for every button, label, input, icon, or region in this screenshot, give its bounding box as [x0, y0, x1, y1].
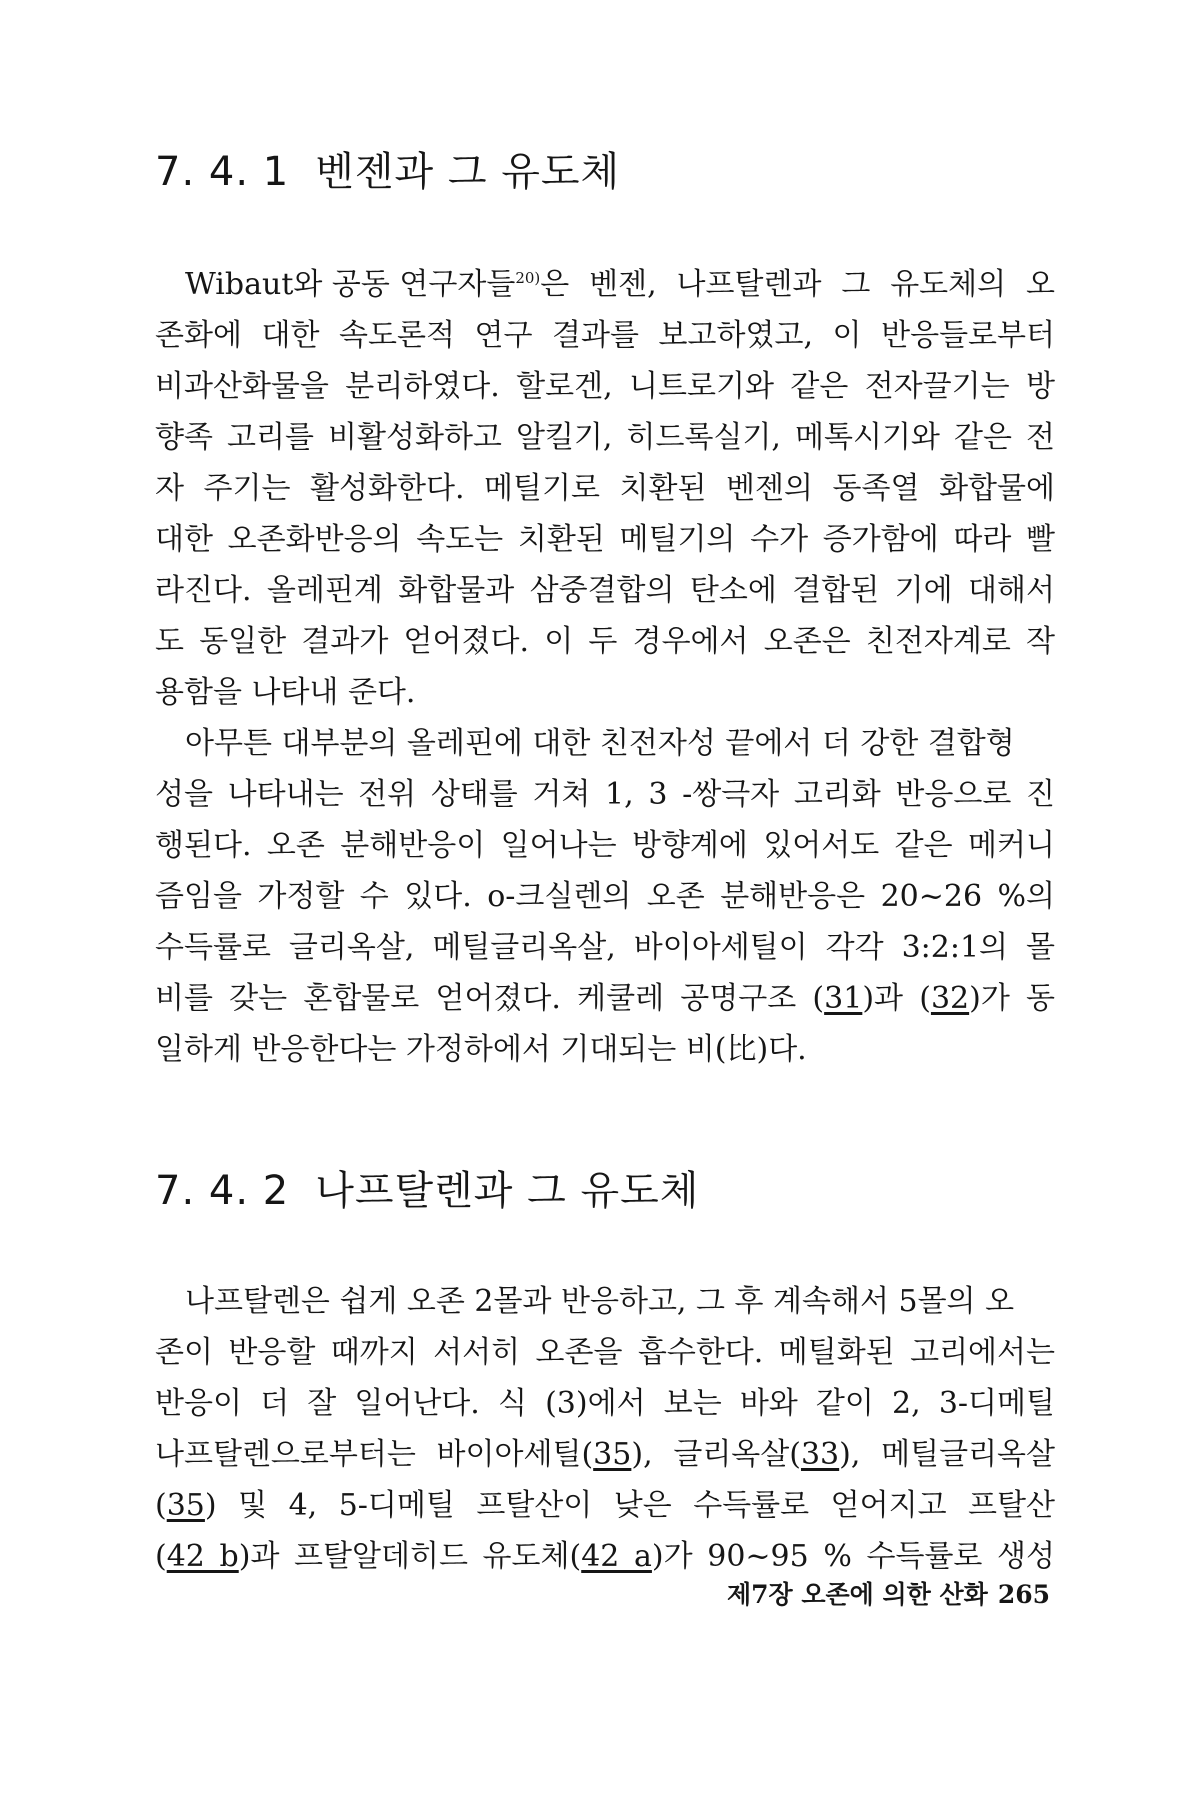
text-run: 아무튼 대부분의 올레핀에 대한 친전자성 끝에서 더 강한 결합형	[185, 726, 1015, 761]
text-line: 용함을 나타내 준다.	[155, 675, 416, 710]
paragraph	[155, 718, 1055, 1075]
section-number: 7. 4. 2	[155, 1168, 290, 1214]
text-line: 라진다. 올레핀계 화합물과 삼중결합의 탄소에 결합된 기에 대해서	[155, 573, 1055, 608]
text-line	[155, 718, 1055, 769]
text-run: )가 동	[969, 981, 1056, 1016]
compound-reference: 42 a	[581, 1539, 652, 1574]
page-footer	[680, 1575, 1050, 1611]
text-run: )과 프탈알데히드 유도체(	[238, 1539, 582, 1574]
section-title: 벤젠과 그 유도체	[315, 149, 621, 195]
text-line	[155, 1480, 1055, 1531]
compound-reference: 33	[800, 1437, 840, 1472]
text-line: 수득률로 글리옥살, 메틸글리옥살, 바이아세틸이 각각 3:2:1의 몰	[155, 930, 1055, 965]
text-run: 은 벤젠, 나프탈렌과 그 유도체의 오	[540, 267, 1055, 302]
text-line: 존화에 대한 속도론적 연구 결과를 보고하였고, 이 반응들로부터	[155, 318, 1055, 353]
compound-reference: 35	[593, 1437, 632, 1472]
text-run: )과 (	[862, 981, 931, 1016]
text-run: ), 글리옥살(	[631, 1437, 801, 1472]
text-line	[155, 259, 1055, 310]
compound-reference: 32	[930, 981, 970, 1016]
text-run: ) 및 4, 5-디메틸 프탈산이 낮은 수득률로 얻어지고 프탈산	[204, 1488, 1055, 1523]
text-line: 대한 오존화반응의 속도는 치환된 메틸기의 수가 증가함에 따라 빨	[155, 522, 1055, 557]
text-line: 행된다. 오존 분해반응이 일어나는 방향계에 있어서도 같은 메커니	[155, 828, 1055, 863]
text-line: 비과산화물을 분리하였다. 할로겐, 니트로기와 같은 전자끌기는 방	[155, 369, 1055, 404]
page-number: 265	[997, 1580, 1050, 1609]
text-line: 존이 반응할 때까지 서서히 오존을 흡수한다. 메틸화된 고리에서는	[155, 1335, 1055, 1370]
compound-reference: 35	[166, 1488, 205, 1523]
section-heading-7-4-2	[155, 1159, 1055, 1216]
text-run: (	[155, 1488, 167, 1523]
compound-reference: 42 b	[166, 1539, 239, 1574]
text-line	[155, 973, 1055, 1024]
text-run: 나프탈렌은 쉽게 오존 2몰과 반응하고, 그 후 계속해서 5몰의 오	[185, 1284, 1015, 1319]
text-line: 일하게 반응한다는 가정하에서 기대되는 비(比)다.	[155, 1032, 807, 1067]
text-run: )가 90~95 % 수득률로 생성	[651, 1539, 1056, 1574]
footnote-reference: 20)	[515, 269, 541, 287]
section-number: 7. 4. 1	[155, 149, 290, 195]
compound-reference: 31	[824, 981, 863, 1016]
paragraph	[155, 259, 1055, 718]
text-run: (	[155, 1539, 167, 1574]
chapter-title: 제7장 오존에 의한 산화	[726, 1580, 988, 1609]
text-line: 반응이 더 잘 일어난다. 식 (3)에서 보는 바와 같이 2, 3-디메틸	[155, 1386, 1055, 1421]
text-line	[155, 1429, 1055, 1480]
text-run: ), 메틸글리옥살	[839, 1437, 1056, 1472]
text-line: 즘임을 가정할 수 있다. o-크실렌의 오존 분해반응은 20~26 %의	[155, 879, 1055, 914]
text-line	[155, 1276, 1055, 1327]
page-content	[155, 140, 1055, 1582]
line-start	[155, 259, 540, 310]
text-line: 자 주기는 활성화한다. 메틸기로 치환된 벤젠의 동족열 화합물에	[155, 471, 1055, 506]
text-run: 비를 갖는 혼합물로 얻어졌다. 케쿨레 공명구조 (	[155, 981, 825, 1016]
text-run: 나프탈렌으로부터는 바이아세틸(	[155, 1437, 594, 1472]
section-title: 나프탈렌과 그 유도체	[315, 1168, 700, 1214]
text-line: 향족 고리를 비활성화하고 알킬기, 히드록실기, 메톡시기와 같은 전	[155, 420, 1055, 455]
text-line: 성을 나타내는 전위 상태를 거쳐 1, 3 -쌍극자 고리화 반응으로 진	[155, 777, 1055, 812]
text-run: Wibaut와 공동 연구자들	[185, 267, 516, 302]
text-line: 도 동일한 결과가 얻어졌다. 이 두 경우에서 오존은 친전자계로 작	[155, 624, 1055, 659]
section-heading-7-4-1	[155, 140, 1055, 197]
paragraph	[155, 1276, 1055, 1582]
